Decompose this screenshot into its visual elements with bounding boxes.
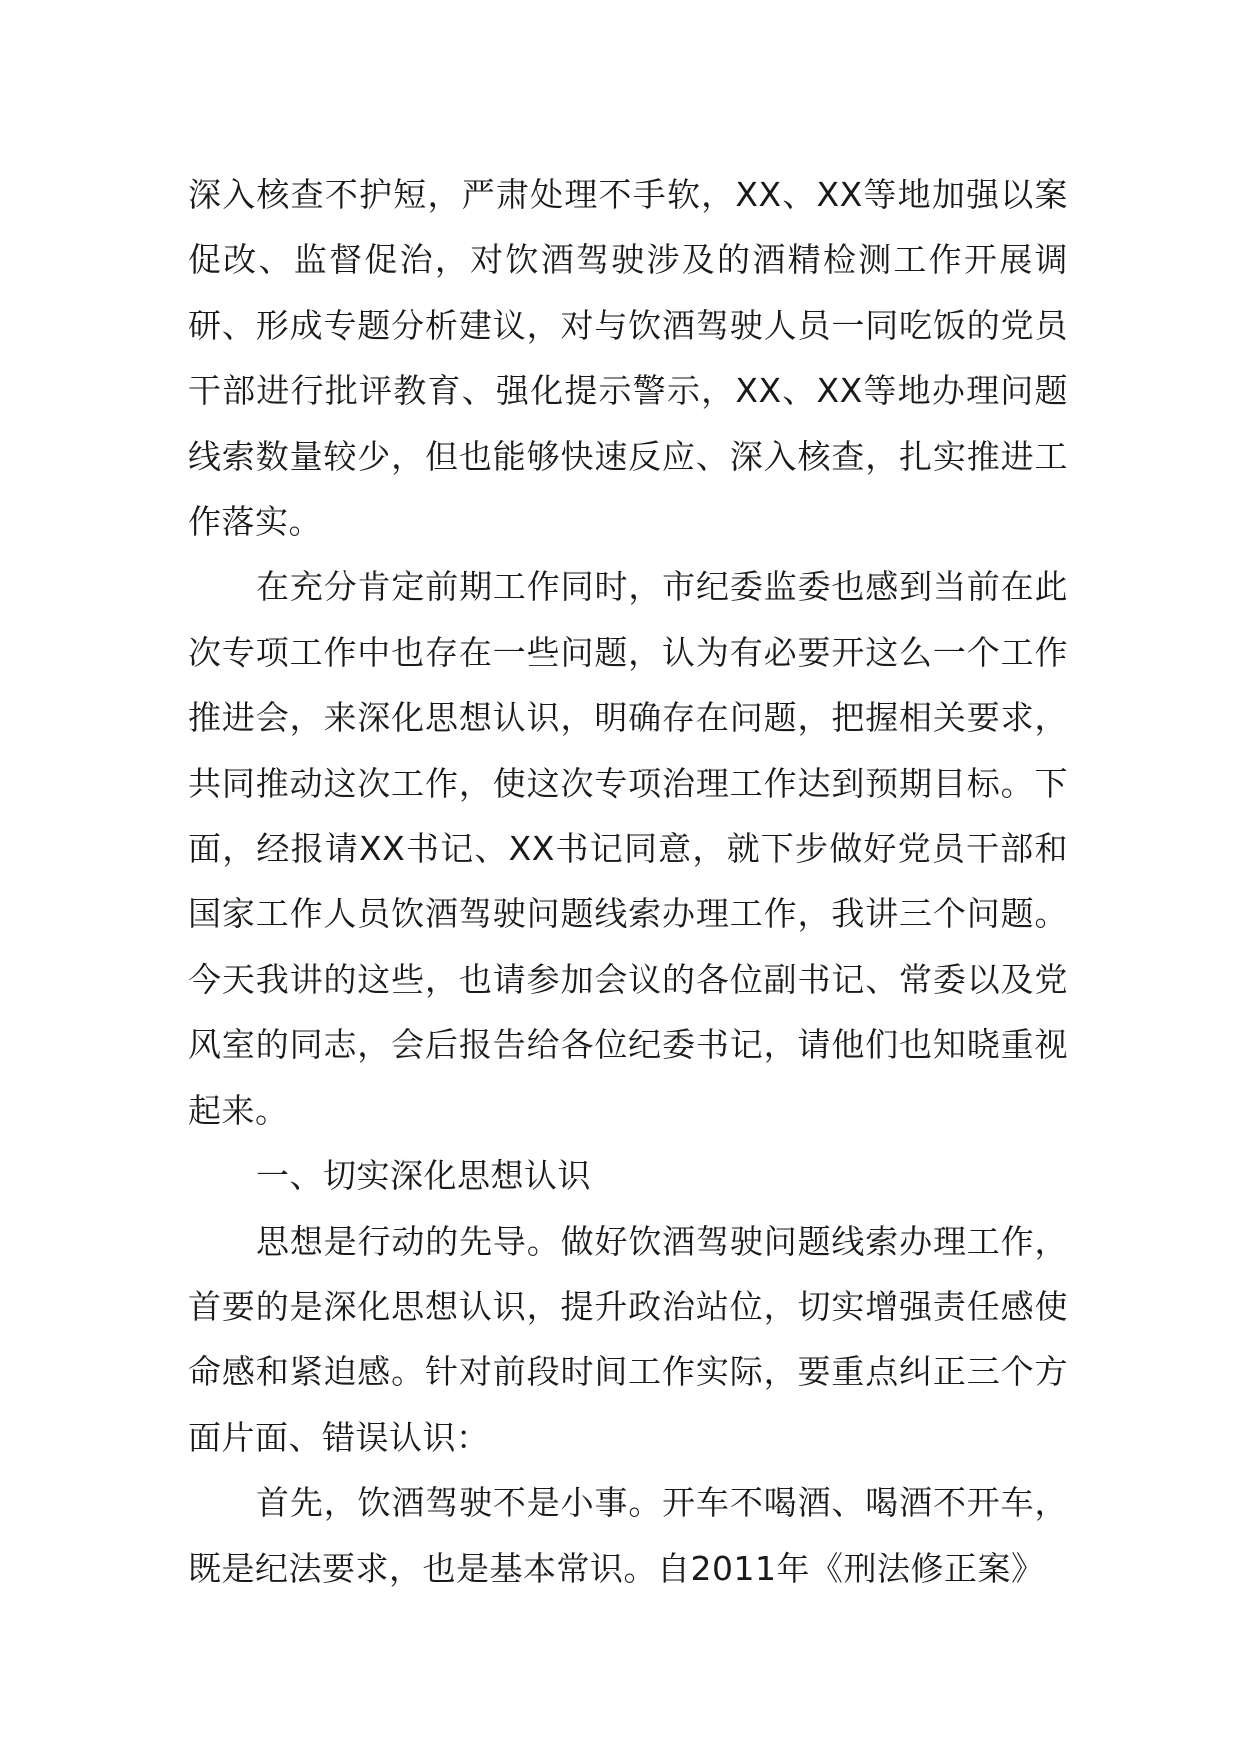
paragraph: 思想是行动的先导。做好饮酒驾驶问题线索办理工作，首要的是深化思想认识，提升政治站位，切实增强责任感使命感和紧迫感。针对前段时间工作实际，要重点纠正三个方面片面、错误认识：: [188, 1221, 1068, 1457]
section-heading: 一、切实深化思想认识: [256, 1156, 591, 1196]
document-body: [188, 162, 1068, 1601]
paragraph: 首先，饮酒驾驶不是小事。开车不喝酒、喝酒不开车，既是纪法要求，也是基本常识。自2011年《刑法修正案》: [188, 1483, 1068, 1588]
paragraph-continued: 深入核查不护短，严肃处理不手软，XX、XX等地加强以案促改、监督促治，对饮酒驾驶涉及的酒精检测工作开展调研、形成专题分析建议，对与饮酒驾驶人员一同吃饭的党员干部进行批评教育、强化提示警示，XX、XX等地办理问题线索数量较少，但也能够快速反应、深入核查，扎实推进工作落实。: [188, 175, 1068, 542]
paragraph: 在充分肯定前期工作同时，市纪委监委也感到当前在此次专项工作中也存在一些问题，认为有必要开这么一个工作推进会，来深化思想认识，明确存在问题，把握相关要求，共同推动这次工作，使这次专项治理工作达到预期目标。下面，经报请XX书记、XX书记同意，就下步做好党员干部和国家工作人员饮酒驾驶问题线索办理工作，我讲三个问题。今天我讲的这些，也请参加会议的各位副书记、常委以及党风室的同志，会后报告给各位纪委书记，请他们也知晓重视起来。: [188, 567, 1068, 1130]
